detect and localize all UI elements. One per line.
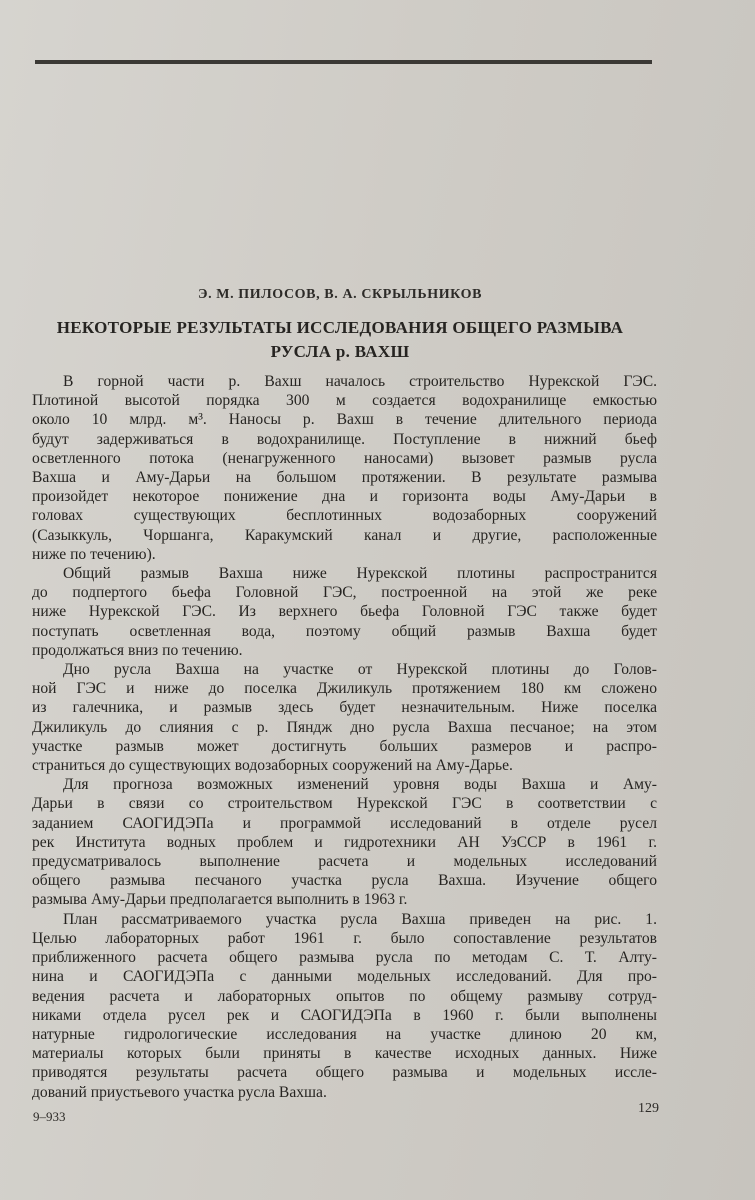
text-line: Джиликуль до слияния с р. Пяндж дно русла Вахша песчаное; на этом	[32, 718, 657, 736]
text-line: будут задерживаться в водохранилище. Поступление в нижний бьеф	[32, 430, 657, 448]
authors: Э. М. ПИЛОСОВ, В. А. СКРЫЛЬНИКОВ	[197, 287, 483, 302]
page-number: 129	[638, 1101, 659, 1116]
text-line: общего размыва песчаного участка русла Вахша. Изучение общего	[32, 872, 657, 890]
text-line: предусматривалось выполнение расчета и модельных исследований	[32, 853, 657, 871]
text-line: ниже Нурекской ГЭС. Из верхнего бьефа Головной ГЭС также будет	[32, 603, 657, 621]
text-line: приближенного расчета общего размыва русла по методам С. Т. Алту-	[32, 949, 657, 967]
text-line: ведения расчета и лабораторных опытов по общему размыву сотруд-	[32, 987, 657, 1005]
text-line: никами отдела русел рек и САОГИДЭПа в 1960 г. были выполнены	[32, 1006, 657, 1024]
title-line: НЕКОТОРЫЕ РЕЗУЛЬТАТЫ ИССЛЕДОВАНИЯ ОБЩЕГО РАЗМЫВА	[56, 318, 624, 337]
text-line: Для прогноза возможных изменений уровня воды Вахша и Аму-	[63, 776, 657, 794]
text-line: материалы которых были приняты в качестве исходных данных. Ниже	[32, 1045, 657, 1063]
text-line: Дно русла Вахша на участке от Нурекской плотины до Голов-	[63, 661, 657, 679]
text-line: головах существующих бесплотинных водозаборных сооружений	[32, 507, 657, 525]
text-line: участке размыв может достигнуть больших размеров и распро-	[32, 737, 657, 755]
text-line: Вахша и Аму-Дарьи на большом протяжении. В результате размыва	[32, 469, 657, 487]
text-line: Дарьи в связи со строительством Нурекской ГЭС в соответствии с	[32, 795, 657, 813]
text-line: ниже по течению).	[32, 545, 156, 563]
text-line: рек Института водных проблем и гидротехники АН УзССР в 1961 г.	[32, 833, 657, 851]
text-line: Целью лабораторных работ 1961 г. было сопоставление результатов	[32, 929, 657, 947]
text-line: приводятся результаты расчета общего размыва и модельных иссле-	[32, 1064, 657, 1082]
text-line: В горной части р. Вахш началось строительство Нурекской ГЭС.	[63, 373, 657, 390]
text-line: План рассматриваемого участка русла Вахша приведен на рис. 1.	[63, 910, 657, 928]
text-line: страниться до существующих водозаборных сооружений на Аму-Дарье.	[32, 757, 513, 775]
text-line: около 10 млрд. м³. Наносы р. Вахш в течение длительного периода	[32, 411, 657, 429]
text-line: продолжаться вниз по течению.	[32, 641, 243, 659]
text-line: Плотиной высотой порядка 300 м создается водохранилище емкостью	[32, 392, 657, 410]
text-line: до подпертого бьефа Головной ГЭС, построенной на этой же реке	[32, 584, 657, 602]
title-line: РУСЛА р. ВАХШ	[270, 342, 410, 361]
article-title	[20, 316, 660, 364]
text-line: осветленного потока (ненагруженного наносами) вызовет размыв русла	[32, 449, 657, 467]
text-line: размыва Аму-Дарьи предполагается выполнить в 1963 г.	[32, 891, 408, 909]
text-line: дований приустьевого участка русла Вахша.	[32, 1083, 327, 1101]
text-line: произойдет некоторое понижение дна и горизонта воды Аму-Дарьи в	[32, 488, 657, 506]
text-line: поступать осветленная вода, поэтому общий размыв Вахша будет	[32, 622, 657, 640]
text-line: заданием САОГИДЭПа и программой исследований в отделе русел	[32, 814, 657, 832]
text-line: натурные гидрологические исследования на участке длиною 20 км,	[32, 1025, 657, 1043]
article-body	[32, 372, 657, 1102]
top-rule	[35, 60, 652, 64]
text-line: нина и САОГИДЭПа с данными модельных исследований. Для про-	[32, 968, 657, 986]
text-line: из галечника, и размыв здесь будет незначительным. Ниже поселка	[32, 699, 657, 717]
printer-signature: 9–933	[33, 1109, 66, 1124]
text-line: Общий размыв Вахша ниже Нурекской плотины распространится	[63, 565, 657, 583]
text-line: ной ГЭС и ниже до поселка Джиликуль протяжением 180 км сложено	[32, 680, 657, 698]
text-line: (Сазыккуль, Чоршанга, Каракумский канал и другие, расположенные	[32, 526, 657, 544]
